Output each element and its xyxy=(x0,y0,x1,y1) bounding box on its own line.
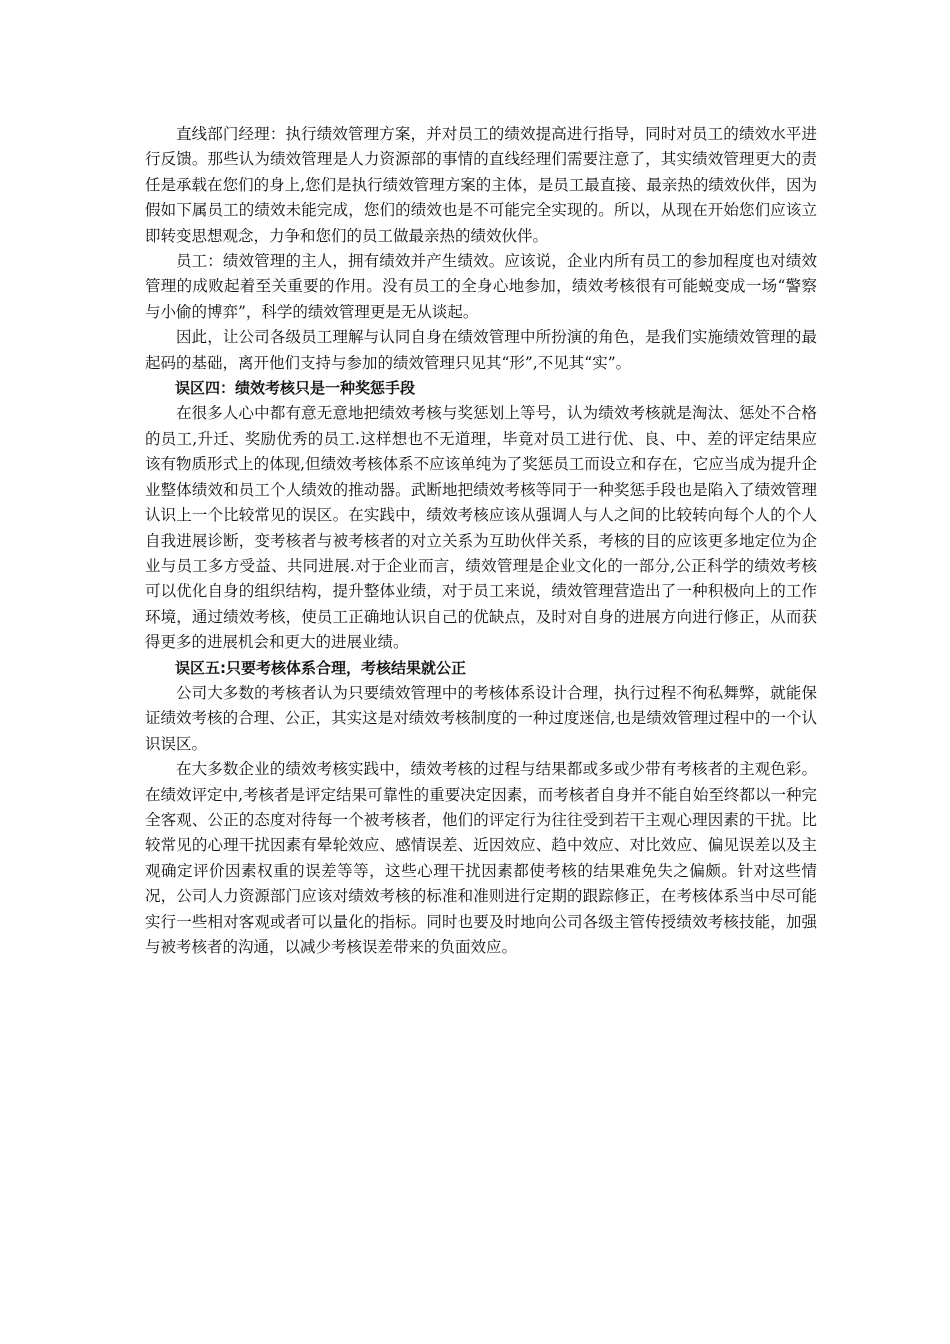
heading-misconception-four: 误区四：绩效考核只是一种奖惩手段 xyxy=(175,379,416,398)
paragraph-subjective-bias: 在大多数企业的绩效考核实践中，绩效考核的过程与结果都或多或少带有考核者的主观色彩。在绩效评定中,考核者是评定结果可靠性的重要决定因素，而考核者自身并不能自始至终都以一种完全客观、公正的态度对待每一个被考核者，他们的评定行为往往受到若干主观心理因素的干扰。比较常见的心理干扰因素有晕轮效应、感情误差、近因效应、趋中效应、对比效应、偏见误差以及主观确定评价因素权重的误差等等，这些心理干扰因素都使考核的结果难免失之偏颇。针对这些情况，公司人力资源部门应该对绩效考核的标准和准则进行定期的跟踪修正，在考核体系当中尽可能实行一些相对客观或者可以量化的指标。同时也要及时地向公司各级主管传授绩效考核技能，加强与被考核者的沟通，以减少考核误差带来的负面效应。 xyxy=(145,760,817,956)
heading-misconception-five: 误区五:只要考核体系合理，考核结果就公正 xyxy=(175,658,467,677)
paragraph-line-manager-role: 直线部门经理：执行绩效管理方案，并对员工的绩效提高进行指导，同时对员工的绩效水平进行反馈。那些认为绩效管理是人力资源部的事情的直线经理们需要注意了，其实绩效管理更大的责任是承载在您们的身上,您们是执行绩效管理方案的主体，是员工最直接、最亲热的绩效伙伴，因为假如下属员工的绩效未能完成，您们的绩效也是不可能完全实现的。所以，从现在开始您们应该立即转变思想观念，力争和您们的员工做最亲热的绩效伙伴。 xyxy=(145,125,817,245)
paragraph-employee-role: 员工：绩效管理的主人，拥有绩效并产生绩效。应该说，企业内所有员工的参加程度也对绩效管理的成败起着至关重要的作用。没有员工的全身心地参加，绩效考核很有可能蜕变成一场“警察与小偷的博弈”，科学的绩效管理更是无从谈起。 xyxy=(145,252,817,321)
paragraph-reward-punishment: 在很多人心中都有意无意地把绩效考核与奖惩划上等号，认为绩效考核就是淘汰、惩处不合格的员工,升迁、奖励优秀的员工.这样想也不无道理，毕竟对员工进行优、良、中、差的评定结果应该有物质形式上的体现,但绩效考核体系不应该单纯为了奖惩员工而设立和存在，它应当成为提升企业整体绩效和员工个人绩效的推动器。武断地把绩效考核等同于一种奖惩手段也是陷入了绩效管理认识上一个比较常见的误区。在实践中，绩效考核应该从强调人与人之间的比较转向每个人的个人自我进展诊断，变考核者与被考核者的对立关系为互助伙伴关系，考核的目的应该更多地定位为企业与员工多方受益、共同进展.对于企业而言，绩效管理是企业文化的一部分,公正科学的绩效考核可以优化自身的组织结构，提升整体业绩，对于员工来说，绩效管理营造出了一种积极向上的工作环境，通过绩效考核，使员工正确地认识自己的优缺点，及时对自身的进展方向进行修正，从而获得更多的进展机会和更大的进展业绩。 xyxy=(145,404,817,652)
document-page xyxy=(145,122,817,960)
paragraph-conclusion-roles: 因此，让公司各级员工理解与认同自身在绩效管理中所扮演的角色，是我们实施绩效管理的最起码的基础，离开他们支持与参加的绩效管理只见其“形”,不见其“实”。 xyxy=(145,328,817,372)
paragraph-system-fairness: 公司大多数的考核者认为只要绩效管理中的考核体系设计合理，执行过程不徇私舞弊，就能保证绩效考核的合理、公正，其实这是对绩效考核制度的一种过度迷信,也是绩效管理过程中的一个认识误区。 xyxy=(145,683,817,753)
